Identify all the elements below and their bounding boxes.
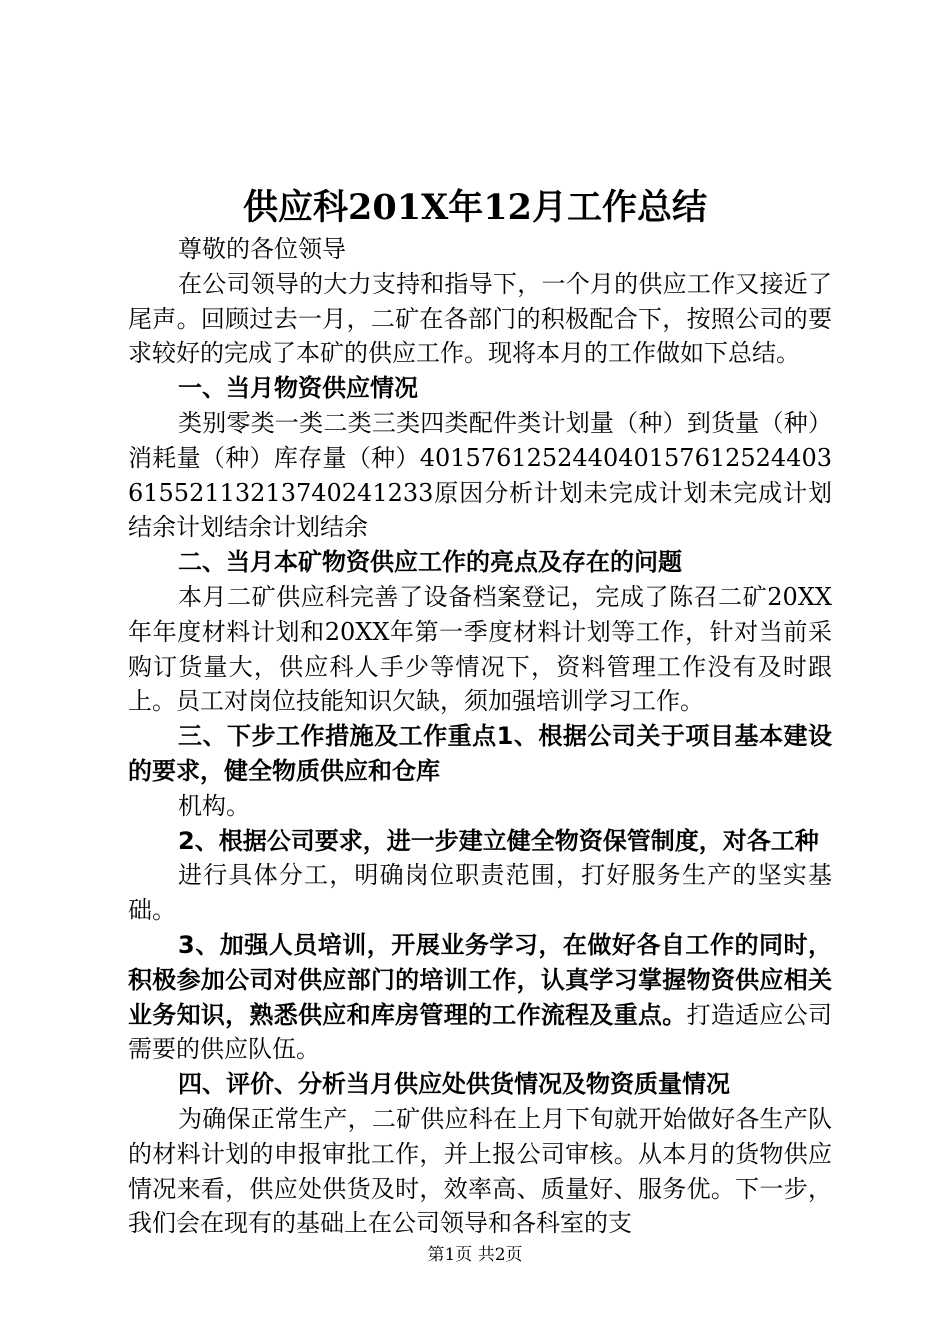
evaluation-paragraph: 为确保正常生产，二矿供应科在上月下旬就开始做好各生产队的材料计划的申报审批工作，并上报公司审核。从本月的货物供应情况来看，供应处供货及时，效率高、质量好、服务优。下一步，我们会在现有的基础上在公司领导和各科室的支 bbox=[128, 1104, 832, 1238]
measure-item-3 bbox=[128, 928, 832, 1067]
greeting-paragraph: 尊敬的各位领导 bbox=[178, 235, 346, 263]
measure-item-2: 2、根据公司要求，进一步建立健全物资保管制度，对各工种 bbox=[178, 826, 819, 855]
section-heading-1: 一、当月物资供应情况 bbox=[178, 374, 418, 403]
highlights-paragraph: 本月二矿供应科完善了设备档案登记，完成了陈召二矿20XX年年度材料计划和20XX年第一季度材料计划等工作，针对当前采购订货量大，供应科人手少等情况下，资料管理工作没有及时跟上。员工对岗位技能知识欠缺，须加强培训学习工作。 bbox=[128, 582, 832, 716]
document-title: 供应科201X年12月工作总结 bbox=[243, 187, 707, 228]
document-body bbox=[128, 232, 832, 1241]
intro-paragraph: 在公司领导的大力支持和指导下，一个月的供应工作又接近了尾声。回顾过去一月，二矿在各部门的积极配合下，按照公司的要求较好的完成了本矿的供应工作。现将本月的工作做如下总结。 bbox=[128, 269, 832, 368]
measure-item-3-tail: 打造适应公司需要的供应队伍。 bbox=[128, 1000, 833, 1064]
section-heading-3: 三、下步工作措施及工作重点1、根据公司关于项目基本建设的要求，健全物质供应和仓库 bbox=[128, 722, 832, 785]
page-footer: 第1页 共2页 bbox=[427, 1245, 523, 1265]
supply-table-text: 类别零类一类二类三类四类配件类计划量（种）到货量（种）消耗量（种）库存量（种）401576125244040157612524403615521132137402412​33原因分析计划未完成计划未完成计划结余计划结余计划结余 bbox=[128, 408, 832, 542]
organization-paragraph: 机构。 bbox=[178, 791, 250, 820]
measure-item-2-detail: 进行具体分工，明确岗位职责范围，打好服务生产的坚实基础。 bbox=[128, 861, 832, 925]
section-heading-2: 二、当月本矿物资供应工作的亮点及存在的问题 bbox=[178, 548, 682, 577]
measure-item-3-bold: 3、加强人员培训，开展业务学习，在做好各自工作的同时，积极参加公司对供应部门的培训工作，认真学习掌握物资供应相关业务知识，熟悉供应和库房管理的工作流程及重点。 bbox=[128, 930, 832, 1029]
section-heading-4: 四、评价、分析当月供应处供货情况及物资质量情况 bbox=[178, 1070, 730, 1099]
